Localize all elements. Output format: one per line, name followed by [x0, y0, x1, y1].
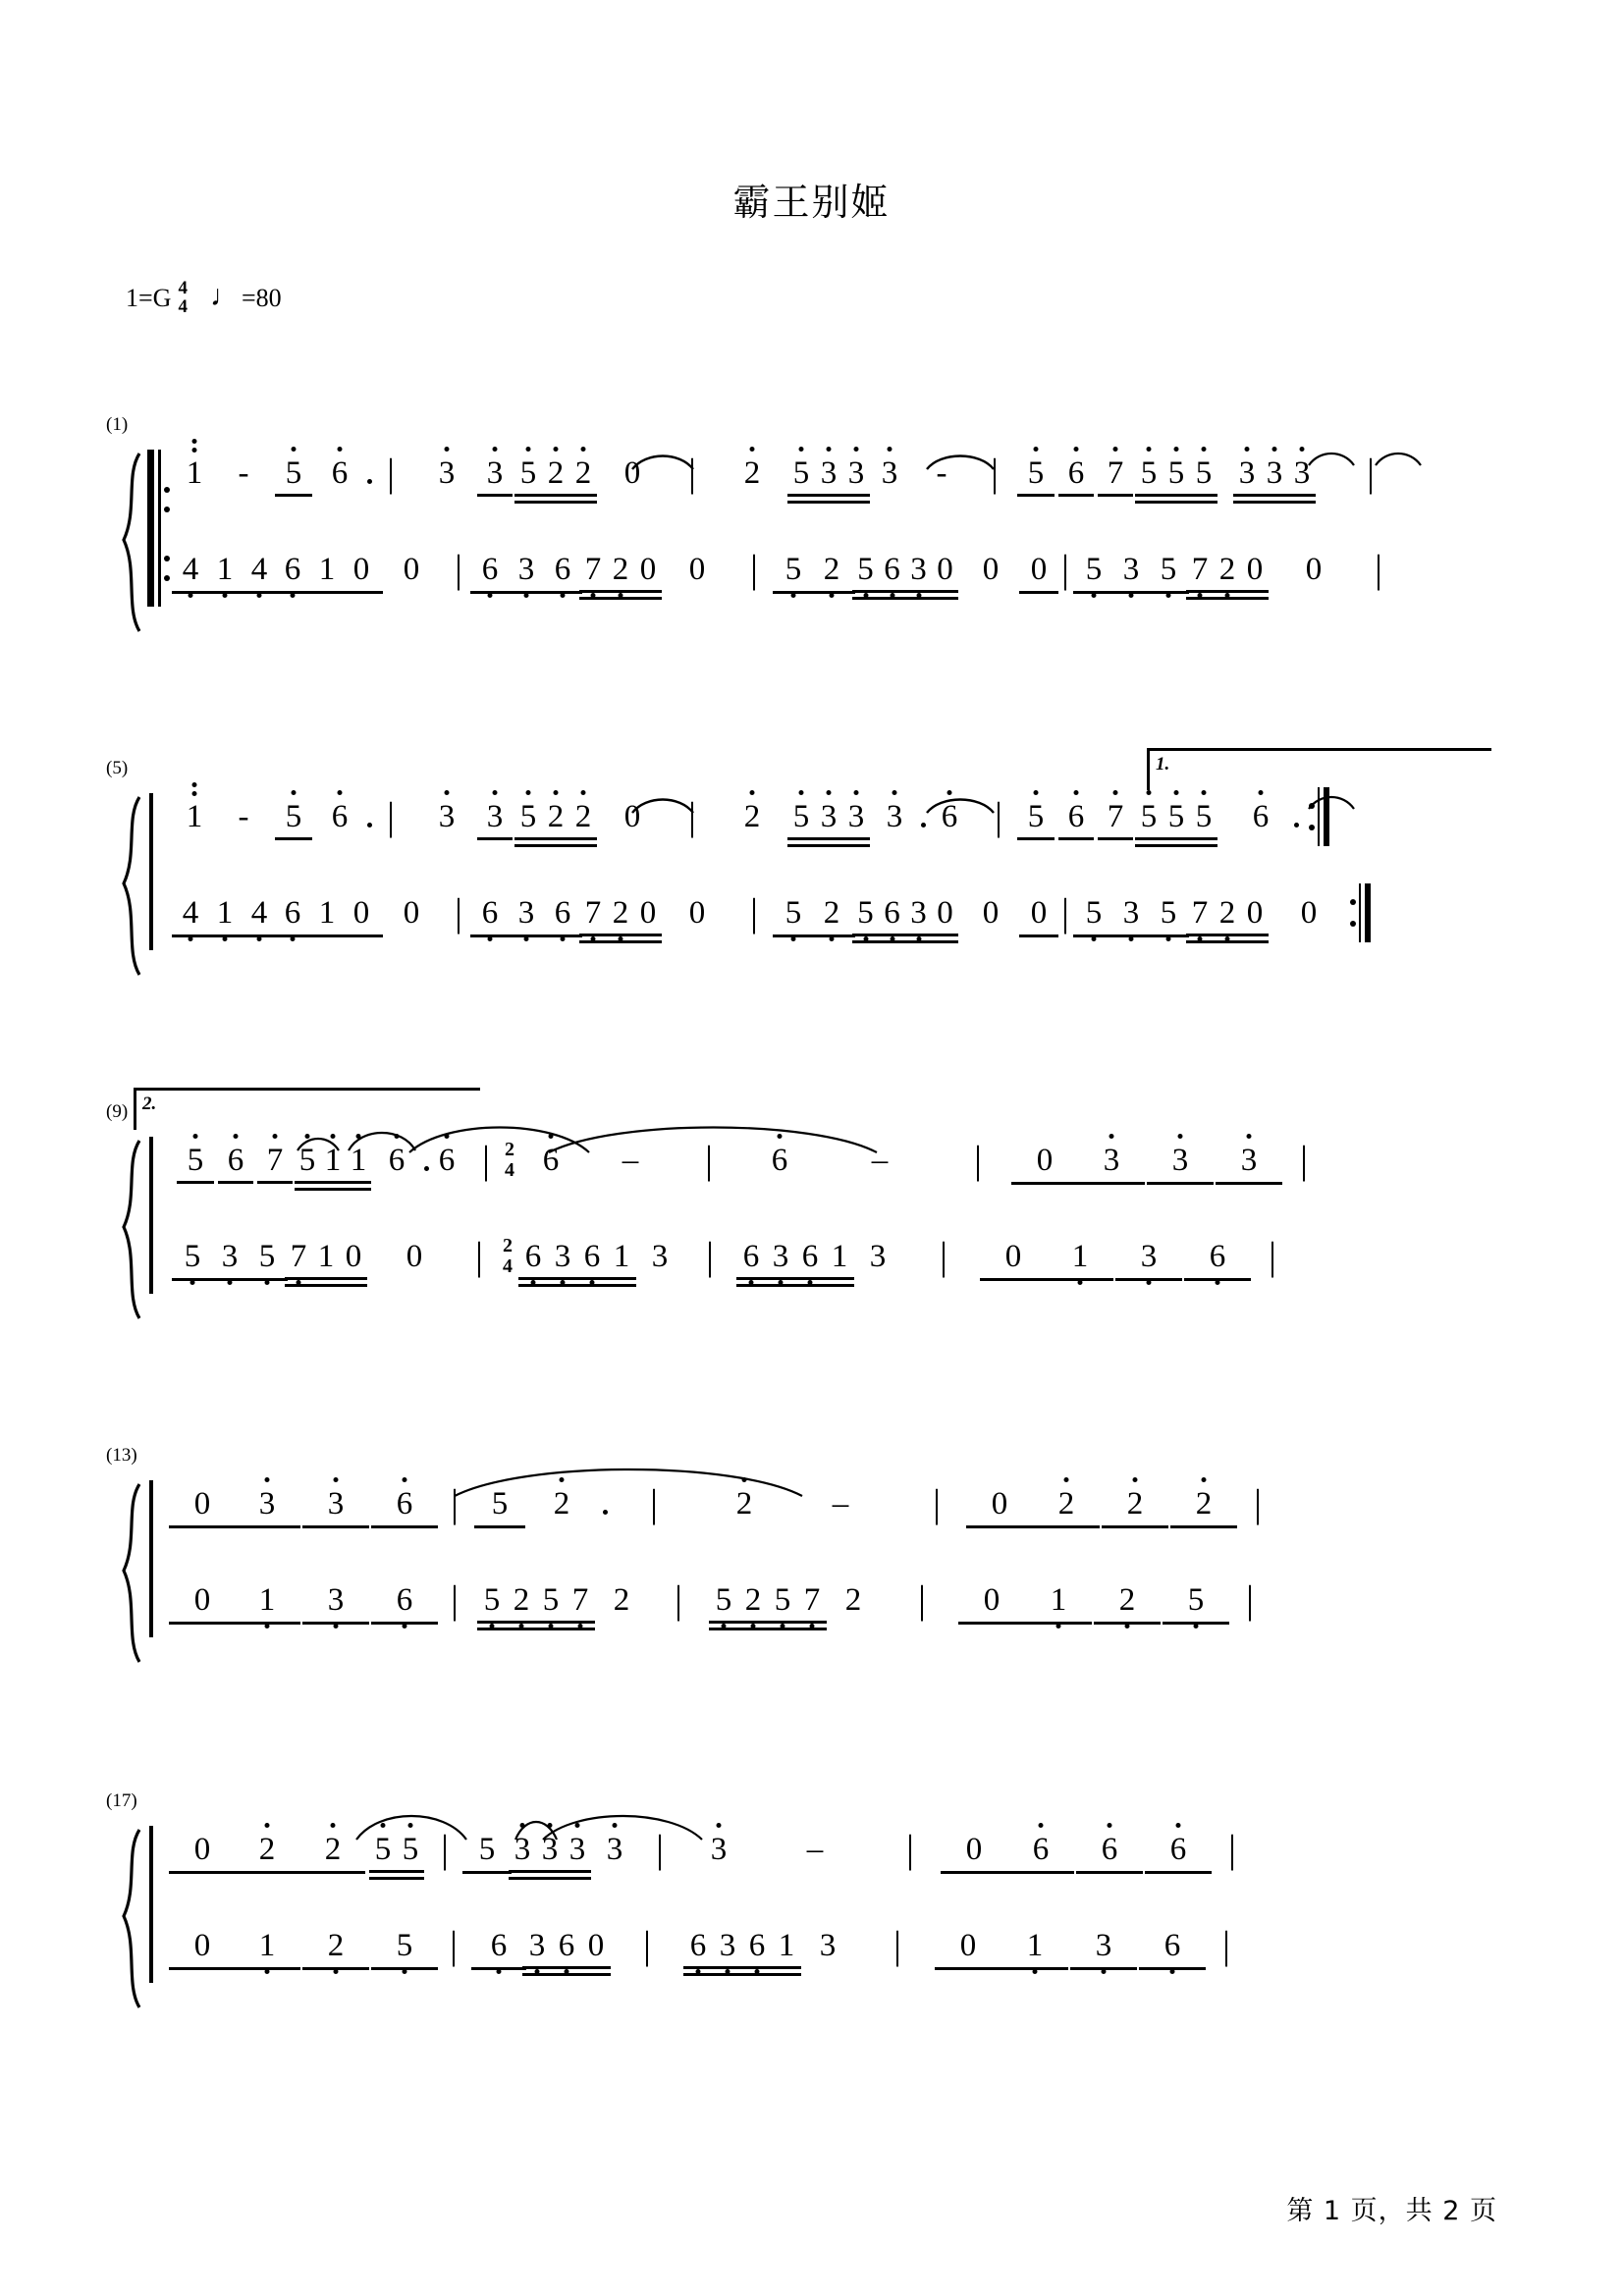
system-5-upper-staff: 0 2 2 5 5 | 5 3 3 3 3 | 3 – | 0 6 6 6 | [175, 1820, 1530, 1879]
system-5-left-barline [149, 1826, 153, 1983]
time-signature: 4 4 [178, 278, 188, 317]
time-signature-2-4-upper: 2 4 [505, 1139, 514, 1181]
measure-number-17: (17) [106, 1790, 137, 1811]
start-repeat-1 [147, 450, 167, 607]
tempo-marking [209, 280, 282, 313]
piano-brace-4 [114, 1482, 143, 1639]
page-footer: 第 1 页，共 2 页 [1286, 2196, 1497, 2226]
key-tempo-block [126, 280, 282, 317]
volta-1: 1. [1147, 748, 1491, 790]
system-2-lower-staff: 4 1 4 6 1 0 0 | 6 3 6 7 2 0 0 | 5 2 5 6 3 0 0 0 | 5 3 5 7 2 0 0 [175, 883, 1530, 942]
end-repeat-2-lower [1349, 883, 1371, 942]
system-4-lower-staff: 0 1 3 6 | 5 2 5 7 2 | 5 2 5 7 2 | 0 1 2 5 | [175, 1571, 1530, 1629]
system-4-upper-staff: 0 3 3 6 | 5 2 | 2 – | 0 2 2 2 | [175, 1474, 1530, 1533]
system-4 [0, 1445, 1623, 1649]
time-signature-2-4-lower: 2 4 [503, 1235, 513, 1277]
system-2-upper-staff: 1 - 5 6 | 3 3 5 2 2 0 | 2 5 3 3 3 6 | 5 6 7 5 5 5 6 [175, 787, 1530, 846]
measure-number-13: (13) [106, 1445, 137, 1466]
piano-brace [114, 452, 143, 609]
quarter-note-icon: ♩ [209, 280, 240, 312]
system-5 [0, 1790, 1623, 1995]
tempo-value: =80 [241, 284, 282, 312]
system-2-left-barline [149, 793, 153, 950]
system-3 [0, 1094, 1623, 1306]
key-signature: 1=G [126, 284, 172, 312]
system-3-lower-staff: 5 3 5 7 1 0 0 | 2 4 6 3 6 1 3 | 6 3 6 1 3 | 0 1 3 6 | [175, 1227, 1530, 1286]
system-3-left-barline [149, 1137, 153, 1294]
system-5-lower-staff: 0 1 2 5 | 6 3 6 0 | 6 3 6 1 3 | 0 1 3 6 | [175, 1916, 1530, 1975]
piano-brace-2 [114, 795, 143, 952]
system-1-lower-staff: 4 1 4 6 1 0 0 | 6 3 6 7 2 0 0 | 5 2 5 6 3 0 0 0 | 5 3 5 7 2 0 0 | [175, 540, 1530, 599]
volta-2: 2. [134, 1088, 480, 1130]
measure-number-1: (1) [106, 414, 129, 435]
page-title: 霸王别姬 [732, 181, 891, 224]
system-2 [0, 754, 1623, 962]
piano-brace-3 [114, 1139, 143, 1296]
piano-brace-5 [114, 1828, 143, 1985]
end-repeat-2-upper [1308, 787, 1329, 846]
measure-number-9: (9) [106, 1101, 129, 1122]
system-1-upper-staff: 1 - 5 6 | 3 3 5 2 2 0 | 2 5 3 3 3 - | 5 6 7 5 5 5 3 3 3 | [175, 444, 1530, 503]
system-4-left-barline [149, 1480, 153, 1637]
system-1 [0, 414, 1623, 618]
measure-number-5: (5) [106, 758, 129, 778]
system-3-upper-staff: 5 6 7 5 1 1 6 6 | 2 4 6 – | 6 – | 0 3 3 3 | [175, 1131, 1530, 1190]
